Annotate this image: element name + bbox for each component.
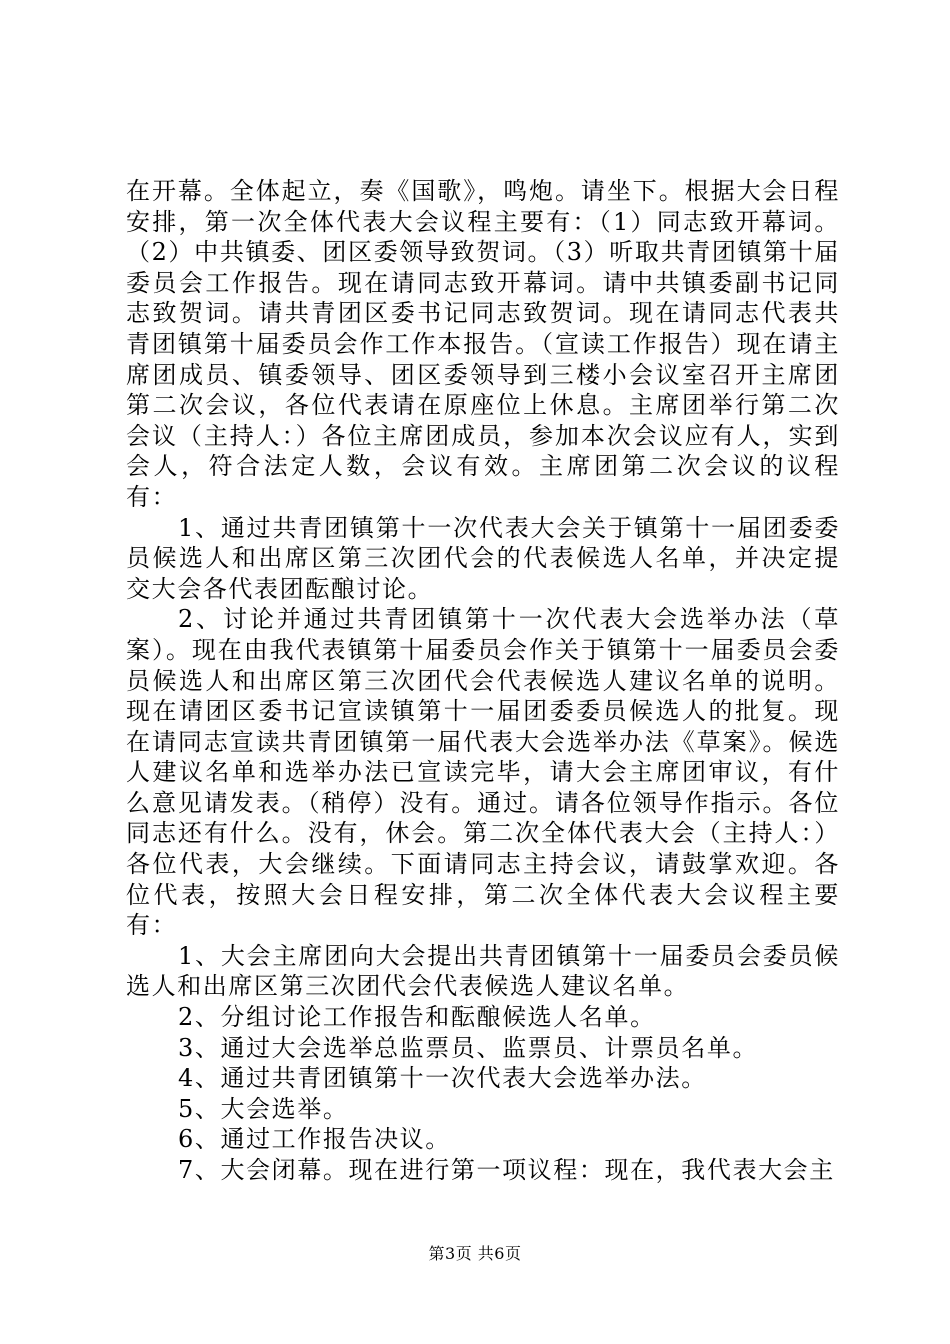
paragraph-item-1-slate: 1、通过共青团镇第十一次代表大会关于镇第十一届团委委员候选人和出席区第三次团代会的代表候选人名单，并决定提交大会各代表团酝酿讨论。 xyxy=(126,513,840,603)
document-body xyxy=(126,176,840,1186)
agenda-item-5: 5、大会选举。 xyxy=(178,1094,349,1123)
agenda-item-2: 2、分组讨论工作报告和酝酿候选人名单。 xyxy=(178,1003,656,1032)
paragraph-item-2-election-rules: 2、讨论并通过共青团镇第十一次代表大会选举办法（草案）。现在由我代表镇第十届委员会作关于镇第十一届委员会委员候选人和出席区第三次团代会代表候选人建议名单的说明。现在请团区委书记宣读镇第十一届团委委员候选人的批复。现在请同志宣读共青团镇第一届代表大会选举办法《草案》。候选人建议名单和选举办法已宣读完毕，请大会主席团审议，有什么意见请发表。（稍停）没有。通过。请各位领导作指示。各位同志还有什么。没有，休会。第二次全体代表大会（主持人：）各位代表，大会继续。下面请同志主持会议，请鼓掌欢迎。各位代表，按照大会日程安排，第二次全体代表大会议程主要有： xyxy=(126,605,840,940)
paragraph-opening: 在开幕。全体起立，奏《国歌》，鸣炮。请坐下。根据大会日程安排，第一次全体代表大会议程主要有：（1）同志致开幕词。（2）中共镇委、团区委领导致贺词。（3）听取共青团镇第十届委员会工作报告。现在请同志致开幕词。请中共镇委副书记同志致贺词。请共青团区委书记同志致贺词。现在请同志代表共青团镇第十届委员会作工作本报告。（宣读工作报告）现在请主席团成员、镇委领导、团区委领导到三楼小会议室召开主席团第二次会议，各位代表请在原座位上休息。主席团举行第二次会议（主持人：）各位主席团成员，参加本次会议应有人，实到会人，符合法定人数，会议有效。主席团第二次会议的议程有： xyxy=(126,177,840,511)
agenda-item-7: 7、大会闭幕。现在进行第一项议程：现在，我代表大会主 xyxy=(178,1156,835,1184)
page-number-footer: 第3页 共6页 xyxy=(428,1244,522,1263)
agenda-item-6: 6、通过工作报告决议。 xyxy=(178,1125,451,1154)
agenda-item-4: 4、通过共青团镇第十一次代表大会选举办法。 xyxy=(178,1064,707,1093)
agenda-item-1: 1、大会主席团向大会提出共青团镇第十一届委员会委员候选人和出席区第三次团代会代表候选人建议名单。 xyxy=(126,941,840,1001)
agenda-item-3: 3、通过大会选举总监票员、监票员、计票员名单。 xyxy=(178,1033,759,1062)
